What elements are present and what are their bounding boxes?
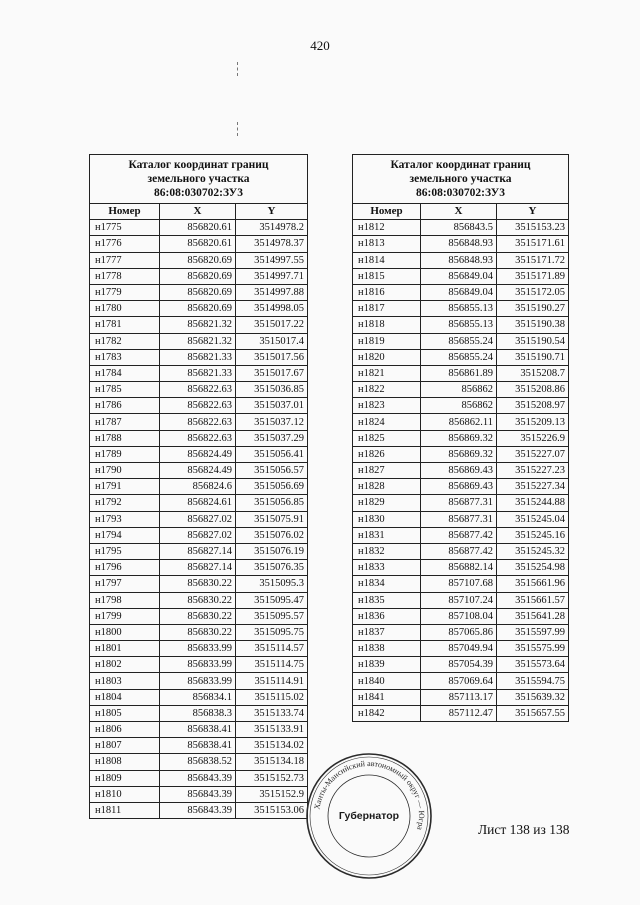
sheet-label: Лист 138 из 138 xyxy=(478,822,570,837)
cell-x: 856848.93 xyxy=(421,252,497,268)
cell-number: н1822 xyxy=(353,382,421,398)
table-row xyxy=(353,689,569,705)
cell-number: н1787 xyxy=(90,414,160,430)
table-title-line: Каталог координат границ xyxy=(128,159,269,171)
cell-y: 3515037.12 xyxy=(236,414,308,430)
cell-y: 3515171.72 xyxy=(497,252,569,268)
table-row xyxy=(90,301,308,317)
table-row xyxy=(90,317,308,333)
cell-number: н1798 xyxy=(90,592,160,608)
cell-x: 856830.22 xyxy=(160,576,236,592)
cell-y: 3515594.75 xyxy=(497,673,569,689)
cell-number: н1782 xyxy=(90,333,160,349)
table-row xyxy=(353,673,569,689)
table-row xyxy=(90,333,308,349)
cell-x: 856824.6 xyxy=(160,479,236,495)
table-row xyxy=(90,786,308,802)
table-row xyxy=(90,414,308,430)
cell-number: н1802 xyxy=(90,657,160,673)
cell-y: 3515076.35 xyxy=(236,560,308,576)
cell-number: н1781 xyxy=(90,317,160,333)
cell-number: н1842 xyxy=(353,705,421,721)
table-row xyxy=(90,382,308,398)
cell-y: 3515657.55 xyxy=(497,705,569,721)
cell-y: 3514997.88 xyxy=(236,284,308,300)
cell-y: 3515114.91 xyxy=(236,673,308,689)
table-row xyxy=(90,705,308,721)
cell-x: 856833.99 xyxy=(160,673,236,689)
cell-x: 856843.39 xyxy=(160,802,236,818)
table-row xyxy=(353,657,569,673)
coordinates-table-right xyxy=(352,154,569,722)
cell-x: 856820.69 xyxy=(160,252,236,268)
cell-x: 856830.22 xyxy=(160,624,236,640)
cell-x: 856838.3 xyxy=(160,705,236,721)
cell-number: н1818 xyxy=(353,317,421,333)
cell-y: 3515134.18 xyxy=(236,754,308,770)
cell-y: 3514978.37 xyxy=(236,236,308,252)
cell-y: 3515017.22 xyxy=(236,317,308,333)
cell-number: н1808 xyxy=(90,754,160,770)
cell-y: 3514978.2 xyxy=(236,220,308,236)
cell-number: н1786 xyxy=(90,398,160,414)
table-row xyxy=(90,365,308,381)
cell-x: 857113.17 xyxy=(421,689,497,705)
cell-y: 3514998.05 xyxy=(236,301,308,317)
table-row xyxy=(90,689,308,705)
cell-number: н1841 xyxy=(353,689,421,705)
page-number: 420 xyxy=(310,38,330,53)
cell-number: н1792 xyxy=(90,495,160,511)
cell-y: 3515254.98 xyxy=(497,560,569,576)
cell-y: 3515208.7 xyxy=(497,365,569,381)
cell-number: н1835 xyxy=(353,592,421,608)
cell-y: 3515115.02 xyxy=(236,689,308,705)
cell-number: н1834 xyxy=(353,576,421,592)
cell-y: 3515114.75 xyxy=(236,657,308,673)
cell-y: 3515076.02 xyxy=(236,527,308,543)
cell-x: 856830.22 xyxy=(160,608,236,624)
cell-x: 856830.22 xyxy=(160,592,236,608)
cell-number: н1825 xyxy=(353,430,421,446)
cell-y: 3515133.74 xyxy=(236,705,308,721)
table-row xyxy=(90,349,308,365)
table-row xyxy=(90,236,308,252)
cell-x: 856869.43 xyxy=(421,463,497,479)
cell-x: 856827.02 xyxy=(160,511,236,527)
cell-y: 3515209.13 xyxy=(497,414,569,430)
seal-center-text: Губернатор xyxy=(338,810,400,822)
table-row xyxy=(353,705,569,721)
margin-mark xyxy=(237,122,238,136)
cell-y: 3515076.19 xyxy=(236,543,308,559)
table-row xyxy=(353,527,569,543)
cell-y: 3515226.9 xyxy=(497,430,569,446)
cell-number: н1776 xyxy=(90,236,160,252)
table-row xyxy=(353,446,569,462)
table-title xyxy=(90,155,308,204)
cell-number: н1811 xyxy=(90,802,160,818)
cell-number: н1789 xyxy=(90,446,160,462)
cell-number: н1800 xyxy=(90,624,160,640)
column-header-number: Номер xyxy=(353,204,421,220)
cell-y: 3515036.85 xyxy=(236,382,308,398)
cell-x: 856820.69 xyxy=(160,268,236,284)
cell-x: 856855.13 xyxy=(421,317,497,333)
cell-number: н1796 xyxy=(90,560,160,576)
table-row xyxy=(90,560,308,576)
cell-y: 3515190.27 xyxy=(497,301,569,317)
cell-number: н1828 xyxy=(353,479,421,495)
cell-number: н1829 xyxy=(353,495,421,511)
table-row xyxy=(353,398,569,414)
table-row xyxy=(90,738,308,754)
cell-x: 856855.13 xyxy=(421,301,497,317)
table-row xyxy=(353,592,569,608)
cell-y: 3514997.71 xyxy=(236,268,308,284)
cell-number: н1832 xyxy=(353,543,421,559)
table-row xyxy=(353,576,569,592)
cell-y: 3515171.89 xyxy=(497,268,569,284)
cell-number: н1790 xyxy=(90,463,160,479)
cell-x: 856820.61 xyxy=(160,220,236,236)
cell-number: н1824 xyxy=(353,414,421,430)
cell-x: 856827.14 xyxy=(160,560,236,576)
table-row xyxy=(353,333,569,349)
cell-x: 856822.63 xyxy=(160,414,236,430)
cell-number: н1807 xyxy=(90,738,160,754)
cell-number: н1830 xyxy=(353,511,421,527)
cell-y: 3515575.99 xyxy=(497,641,569,657)
column-header-number: Номер xyxy=(90,204,160,220)
cell-x: 856849.04 xyxy=(421,284,497,300)
table-row xyxy=(90,463,308,479)
governor-seal-stamp xyxy=(305,752,433,880)
column-header-y: Y xyxy=(236,204,308,220)
table-row xyxy=(90,641,308,657)
cell-x: 856833.99 xyxy=(160,641,236,657)
cell-number: н1837 xyxy=(353,624,421,640)
table-row xyxy=(90,252,308,268)
cell-y: 3515661.57 xyxy=(497,592,569,608)
table-row xyxy=(90,398,308,414)
cell-x: 856843.5 xyxy=(421,220,497,236)
cell-y: 3515056.69 xyxy=(236,479,308,495)
cell-number: н1794 xyxy=(90,527,160,543)
cell-x: 856822.63 xyxy=(160,398,236,414)
cell-number: н1793 xyxy=(90,511,160,527)
cell-x: 856834.1 xyxy=(160,689,236,705)
cell-x: 857065.86 xyxy=(421,624,497,640)
table-row xyxy=(90,543,308,559)
table-row xyxy=(90,527,308,543)
cell-y: 3515133.91 xyxy=(236,722,308,738)
cell-y: 3515114.57 xyxy=(236,641,308,657)
cell-number: н1833 xyxy=(353,560,421,576)
cell-x: 856869.32 xyxy=(421,446,497,462)
table-row xyxy=(353,301,569,317)
table-row xyxy=(353,463,569,479)
table-row xyxy=(353,560,569,576)
cell-number: н1836 xyxy=(353,608,421,624)
cell-y: 3515095.47 xyxy=(236,592,308,608)
cell-y: 3514997.55 xyxy=(236,252,308,268)
cell-x: 856843.39 xyxy=(160,770,236,786)
table-row xyxy=(353,382,569,398)
cell-x: 856827.02 xyxy=(160,527,236,543)
cell-number: н1827 xyxy=(353,463,421,479)
cell-x: 856862 xyxy=(421,398,497,414)
table-title xyxy=(353,155,569,204)
cell-y: 3515227.34 xyxy=(497,479,569,495)
cell-x: 856882.14 xyxy=(421,560,497,576)
cell-x: 856822.63 xyxy=(160,382,236,398)
cell-x: 856849.04 xyxy=(421,268,497,284)
cell-y: 3515597.99 xyxy=(497,624,569,640)
cell-x: 856820.69 xyxy=(160,284,236,300)
cell-number: н1840 xyxy=(353,673,421,689)
table-row xyxy=(353,495,569,511)
cell-number: н1809 xyxy=(90,770,160,786)
cell-number: н1783 xyxy=(90,349,160,365)
cell-x: 857108.04 xyxy=(421,608,497,624)
cell-number: н1810 xyxy=(90,786,160,802)
cell-y: 3515037.01 xyxy=(236,398,308,414)
cell-y: 3515639.32 xyxy=(497,689,569,705)
cell-number: н1795 xyxy=(90,543,160,559)
cell-number: н1820 xyxy=(353,349,421,365)
margin-mark xyxy=(237,62,238,76)
cell-y: 3515056.41 xyxy=(236,446,308,462)
table-row xyxy=(353,479,569,495)
table-row xyxy=(353,220,569,236)
cell-y: 3515153.23 xyxy=(497,220,569,236)
table-title-line: земельного участка xyxy=(409,173,512,185)
cell-y: 3515244.88 xyxy=(497,495,569,511)
cell-x: 856877.31 xyxy=(421,511,497,527)
cell-y: 3515190.54 xyxy=(497,333,569,349)
cell-x: 857107.68 xyxy=(421,576,497,592)
cell-x: 856820.69 xyxy=(160,301,236,317)
cell-y: 3515152.73 xyxy=(236,770,308,786)
table-row xyxy=(90,754,308,770)
cell-number: н1799 xyxy=(90,608,160,624)
cell-y: 3515573.64 xyxy=(497,657,569,673)
table-row xyxy=(353,365,569,381)
table-row xyxy=(90,576,308,592)
table-row xyxy=(353,317,569,333)
table-row xyxy=(90,479,308,495)
column-header-x: X xyxy=(421,204,497,220)
table-row xyxy=(90,673,308,689)
cell-number: н1816 xyxy=(353,284,421,300)
cell-y: 3515208.97 xyxy=(497,398,569,414)
table-row xyxy=(353,349,569,365)
cell-number: н1838 xyxy=(353,641,421,657)
cell-x: 857107.24 xyxy=(421,592,497,608)
table-row xyxy=(90,220,308,236)
cell-x: 856824.49 xyxy=(160,463,236,479)
cell-y: 3515641.28 xyxy=(497,608,569,624)
cell-x: 856838.41 xyxy=(160,722,236,738)
cell-number: н1821 xyxy=(353,365,421,381)
cell-number: н1813 xyxy=(353,236,421,252)
table-row xyxy=(90,268,308,284)
cell-x: 856824.61 xyxy=(160,495,236,511)
cell-x: 856838.41 xyxy=(160,738,236,754)
cell-x: 856843.39 xyxy=(160,786,236,802)
cell-y: 3515190.38 xyxy=(497,317,569,333)
cell-number: н1780 xyxy=(90,301,160,317)
cell-x: 856861.89 xyxy=(421,365,497,381)
cell-number: н1815 xyxy=(353,268,421,284)
table-row xyxy=(353,511,569,527)
cell-y: 3515153.06 xyxy=(236,802,308,818)
cell-x: 857069.64 xyxy=(421,673,497,689)
cell-x: 857049.94 xyxy=(421,641,497,657)
cell-number: н1803 xyxy=(90,673,160,689)
cell-x: 856838.52 xyxy=(160,754,236,770)
table-row xyxy=(353,252,569,268)
cell-number: н1779 xyxy=(90,284,160,300)
table-row xyxy=(353,641,569,657)
cell-x: 856877.31 xyxy=(421,495,497,511)
cell-x: 856821.33 xyxy=(160,365,236,381)
cell-number: н1788 xyxy=(90,430,160,446)
cell-number: н1797 xyxy=(90,576,160,592)
cell-x: 856869.43 xyxy=(421,479,497,495)
cell-x: 857112.47 xyxy=(421,705,497,721)
cell-number: н1784 xyxy=(90,365,160,381)
cell-x: 856877.42 xyxy=(421,543,497,559)
cell-number: н1805 xyxy=(90,705,160,721)
cell-x: 856855.24 xyxy=(421,333,497,349)
cell-y: 3515134.02 xyxy=(236,738,308,754)
cell-number: н1831 xyxy=(353,527,421,543)
cell-y: 3515190.71 xyxy=(497,349,569,365)
table-row xyxy=(90,284,308,300)
table-row xyxy=(90,624,308,640)
cell-x: 856821.32 xyxy=(160,317,236,333)
cell-y: 3515245.04 xyxy=(497,511,569,527)
cell-x: 857054.39 xyxy=(421,657,497,673)
table-title-line: 86:08:030702:ЗУ3 xyxy=(154,187,243,199)
cell-y: 3515095.3 xyxy=(236,576,308,592)
cell-number: н1777 xyxy=(90,252,160,268)
cell-y: 3515017.4 xyxy=(236,333,308,349)
cell-x: 856824.49 xyxy=(160,446,236,462)
table-row xyxy=(353,414,569,430)
cell-number: н1826 xyxy=(353,446,421,462)
cell-number: н1785 xyxy=(90,382,160,398)
cell-x: 856822.63 xyxy=(160,430,236,446)
table-row xyxy=(353,268,569,284)
cell-y: 3515227.07 xyxy=(497,446,569,462)
cell-y: 3515172.05 xyxy=(497,284,569,300)
coordinates-table-left xyxy=(89,154,308,819)
cell-x: 856833.99 xyxy=(160,657,236,673)
cell-number: н1801 xyxy=(90,641,160,657)
cell-x: 856827.14 xyxy=(160,543,236,559)
cell-x: 856877.42 xyxy=(421,527,497,543)
cell-x: 856862 xyxy=(421,382,497,398)
cell-y: 3515208.86 xyxy=(497,382,569,398)
table-title-line: Каталог координат границ xyxy=(390,159,531,171)
table-row xyxy=(90,592,308,608)
table-row xyxy=(353,284,569,300)
cell-x: 856848.93 xyxy=(421,236,497,252)
table-row xyxy=(90,495,308,511)
table-row xyxy=(90,446,308,462)
table-row xyxy=(90,511,308,527)
cell-y: 3515037.29 xyxy=(236,430,308,446)
table-title-line: 86:08:030702:ЗУ3 xyxy=(416,187,505,199)
column-header-y: Y xyxy=(497,204,569,220)
cell-y: 3515227.23 xyxy=(497,463,569,479)
cell-number: н1812 xyxy=(353,220,421,236)
cell-number: н1817 xyxy=(353,301,421,317)
cell-y: 3515017.67 xyxy=(236,365,308,381)
table-row xyxy=(353,608,569,624)
column-header-x: X xyxy=(160,204,236,220)
cell-number: н1839 xyxy=(353,657,421,673)
cell-x: 856820.61 xyxy=(160,236,236,252)
table-row xyxy=(90,802,308,818)
cell-number: н1806 xyxy=(90,722,160,738)
table-row xyxy=(90,770,308,786)
table-row xyxy=(353,236,569,252)
table-row xyxy=(353,543,569,559)
table-row xyxy=(90,657,308,673)
cell-x: 856869.32 xyxy=(421,430,497,446)
cell-y: 3515017.56 xyxy=(236,349,308,365)
cell-x: 856862.11 xyxy=(421,414,497,430)
cell-y: 3515171.61 xyxy=(497,236,569,252)
cell-number: н1804 xyxy=(90,689,160,705)
cell-number: н1791 xyxy=(90,479,160,495)
cell-y: 3515152.9 xyxy=(236,786,308,802)
cell-number: н1823 xyxy=(353,398,421,414)
table-row xyxy=(90,430,308,446)
cell-y: 3515245.32 xyxy=(497,543,569,559)
cell-y: 3515075.91 xyxy=(236,511,308,527)
seal-ring-text: Ханты-Мансийский автономный округ — Югра xyxy=(312,758,427,831)
table-title-line: земельного участка xyxy=(147,173,250,185)
cell-number: н1778 xyxy=(90,268,160,284)
cell-y: 3515095.75 xyxy=(236,624,308,640)
cell-x: 856855.24 xyxy=(421,349,497,365)
cell-y: 3515056.85 xyxy=(236,495,308,511)
table-row xyxy=(90,608,308,624)
cell-x: 856821.33 xyxy=(160,349,236,365)
cell-y: 3515661.96 xyxy=(497,576,569,592)
cell-number: н1814 xyxy=(353,252,421,268)
table-row xyxy=(353,430,569,446)
cell-y: 3515056.57 xyxy=(236,463,308,479)
cell-number: н1819 xyxy=(353,333,421,349)
cell-y: 3515245.16 xyxy=(497,527,569,543)
table-row xyxy=(353,624,569,640)
cell-number: н1775 xyxy=(90,220,160,236)
cell-y: 3515095.57 xyxy=(236,608,308,624)
cell-x: 856821.32 xyxy=(160,333,236,349)
table-row xyxy=(90,722,308,738)
